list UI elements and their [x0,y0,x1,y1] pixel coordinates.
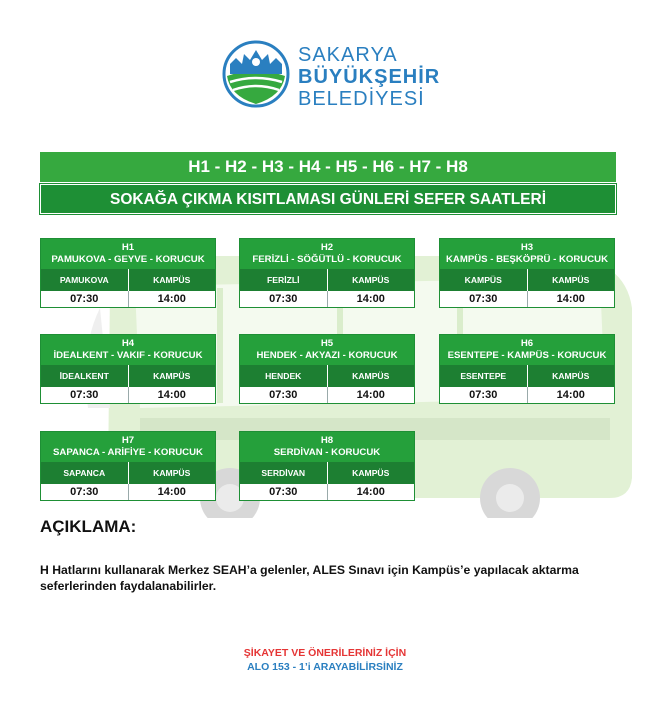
column-destination: KAMPÜS [153,371,191,381]
route-code: H2 [320,242,334,253]
route-code: H5 [320,338,334,349]
route-card-h8 [239,431,415,501]
route-name: PAMUKOVA - GEYVE - KORUCUK [51,254,205,265]
time-destination: 14:00 [157,486,186,498]
description-text: H Hatlarını kullanarak Merkez SEAH’a gelenler, ALES Sınavı için Kampüs’e yapılacak aktarma seferlerinden faydalanabilirler. [40,563,579,593]
contact-line-phone: ALO 153 - 1’i ARAYABİLİRSİNİZ [247,661,403,673]
column-destination: KAMPÜS [153,275,191,285]
column-destination: KAMPÜS [552,275,590,285]
route-code: H7 [121,435,135,446]
column-destination: KAMPÜS [352,275,390,285]
time-origin: 07:30 [440,387,528,403]
contact-line-complaints: ŞİKAYET VE ÖNERİLERİNİZ İÇİN [243,647,407,659]
route-name: SAPANCA - ARİFİYE - KORUCUK [53,447,203,458]
time-origin: 07:30 [41,484,129,500]
time-origin: 07:30 [41,387,129,403]
column-destination: KAMPÜS [552,371,590,381]
route-name: KAMPÜS - BEŞKÖPRÜ - KORUCUK [445,254,609,265]
time-destination: 14:00 [356,389,385,401]
route-card-h5 [239,334,415,404]
column-origin: FERİZLİ [240,269,328,291]
column-origin: İDEALKENT [41,365,129,387]
route-code: H1 [121,242,135,253]
logo-line-belediyesi: BELEDİYESİ [298,88,425,110]
route-card-h4 [40,334,216,404]
schedule-title-banner: SOKAĞA ÇIKMA KISITLAMASI GÜNLERİ SEFER SAATLERİ [40,184,616,214]
route-name: FERİZLİ - SÖĞÜTLÜ - KORUCUK [252,254,402,265]
description-title: AÇIKLAMA: [40,517,137,536]
logo-line-buyuksehir: BÜYÜKŞEHİR [298,66,441,88]
time-destination: 14:00 [157,293,186,305]
route-card-h7 [40,431,216,501]
column-origin: SAPANCA [41,462,129,484]
route-name: İDEALKENT - VAKIF - KORUCUK [53,350,203,361]
logo-line-sakarya: SAKARYA [298,44,398,66]
column-destination: KAMPÜS [153,468,191,478]
column-destination: KAMPÜS [352,468,390,478]
column-origin: PAMUKOVA [41,269,129,291]
route-code: H3 [520,242,534,253]
time-origin: 07:30 [240,291,328,307]
route-name: SERDİVAN - KORUCUK [273,447,381,458]
time-origin: 07:30 [240,484,328,500]
time-origin: 07:30 [240,387,328,403]
route-code: H8 [320,435,334,446]
time-origin: 07:30 [41,291,129,307]
column-origin: KAMPÜS [440,269,528,291]
time-destination: 14:00 [556,293,585,305]
contact-info [0,646,650,674]
column-destination: KAMPÜS [352,371,390,381]
time-destination: 14:00 [356,293,385,305]
municipality-logo [222,38,441,118]
column-origin: SERDİVAN [240,462,328,484]
time-destination: 14:00 [556,389,585,401]
time-origin: 07:30 [440,291,528,307]
route-name: HENDEK - AKYAZI - KORUCUK [256,350,398,361]
sakarya-municipality-emblem [222,40,290,108]
time-destination: 14:00 [356,486,385,498]
column-origin: ESENTEPE [440,365,528,387]
time-destination: 14:00 [157,389,186,401]
route-card-h3 [439,238,615,308]
route-code: H4 [121,338,135,349]
column-origin: HENDEK [240,365,328,387]
route-code: H6 [520,338,534,349]
route-card-h1 [40,238,216,308]
route-card-h6 [439,334,615,404]
route-card-h2 [239,238,415,308]
route-lines-banner: H1 - H2 - H3 - H4 - H5 - H6 - H7 - H8 [40,152,616,182]
route-name: ESENTEPE - KAMPÜS - KORUCUK [447,350,607,361]
